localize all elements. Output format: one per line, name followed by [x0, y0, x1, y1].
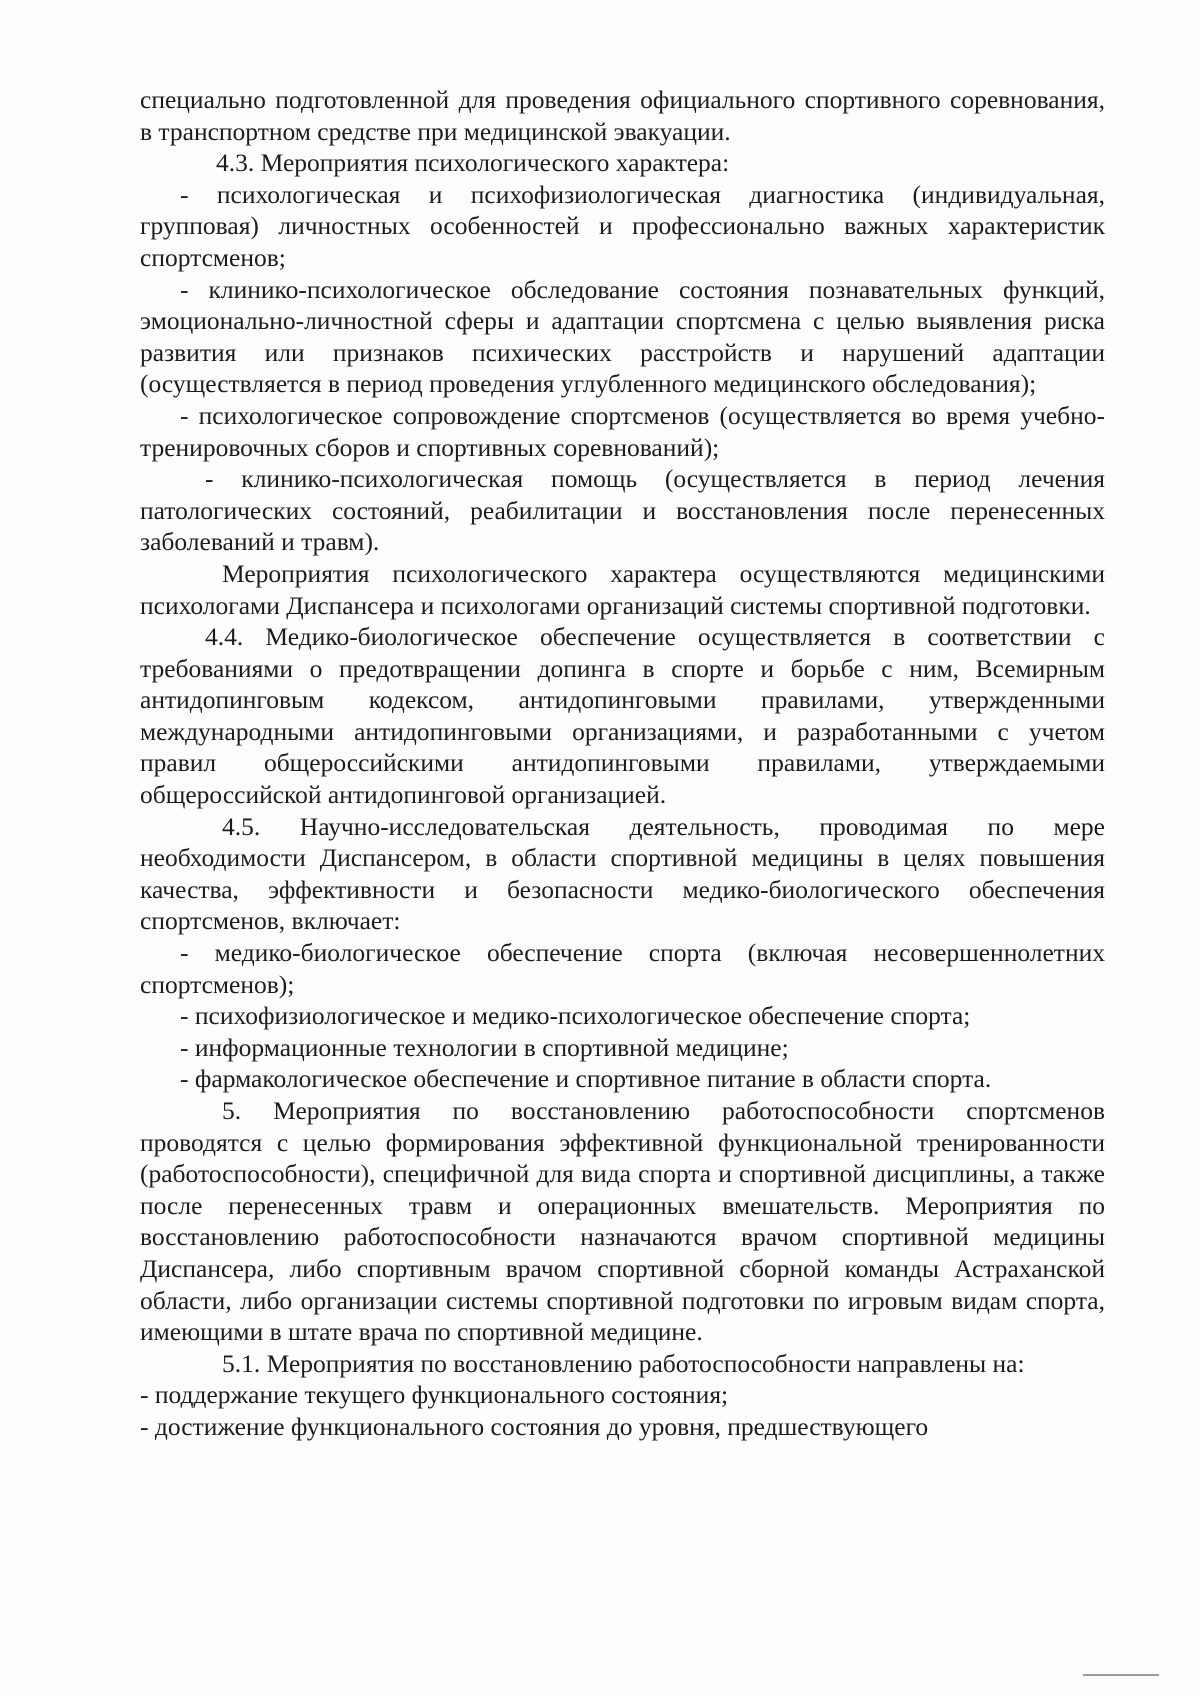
paragraph-4-4: 4.4. Медико-биологическое обеспечение осуществляется в соответствии с требованиями о предотвращении допинга в спорте и борьбе с ним, Всемирным антидопинговым кодексом, антидопинговыми правилами, утвержденными международными антидопинговыми организациями, и разработанными с учетом правил общероссийскими антидопинговыми правилами, утверждаемыми общероссийской антидопинговой организацией. — [140, 622, 1105, 810]
list-item-biomedical: - медико-биологическое обеспечение спорта (включая несовершеннолетних спортсменов); — [140, 938, 1105, 999]
paragraph-psych-performers: Мероприятия психологического характера осуществляются медицинскими психологами Диспансера и психологами организаций системы спортивной подготовки. — [140, 558, 1105, 620]
list-item-it: - информационные технологии в спортивной медицине; — [180, 1032, 789, 1062]
list-item-clinical-help: - клинико-психологическая помощь (осуществляется в период лечения патологических состояний, реабилитации и восстановления после перенесенных заболеваний и травм). — [140, 464, 1105, 557]
list-item-pharmacology: - фармакологическое обеспечение и спортивное питание в области спорта. — [180, 1064, 992, 1094]
list-item-clinical-examination: - клинико-психологическое обследование состояния познавательных функций, эмоционально-личностной сферы и адаптации спортсмена с целью выявления риска развития или признаков психических расстройств и нарушений адаптации (осуществляется в период проведения углубленного медицинского обследования); — [140, 274, 1105, 399]
list-item-achieve-state: - достижение функционального состояния до уровня, предшествующего — [140, 1411, 929, 1441]
heading-4-3: 4.3. Мероприятия психологического характера: — [216, 148, 730, 178]
list-item-diagnostics: - психологическая и психофизиологическая диагностика (индивидуальная, групповая) личностных особенностей и профессионально важных характеристик спортсменов; — [140, 179, 1105, 272]
paragraph-ambulance: специально подготовленной для проведения официального спортивного соревнования, в транспортном средстве при медицинской эвакуации. — [140, 85, 1105, 146]
list-item-maintain-state: - поддержание текущего функционального состояния; — [140, 1380, 729, 1410]
paragraph-4-5: 4.5. Научно-исследовательская деятельность, проводимая по мере необходимости Диспансером, в области спортивной медицины в целях повышения качества, эффективности и безопасности медико-биологического обеспечения спортсменов, включает: — [140, 811, 1105, 936]
paragraph-5-1: 5.1. Мероприятия по восстановлению работоспособности направлены на: — [222, 1348, 1025, 1378]
paragraph-5: 5. Мероприятия по восстановлению работоспособности спортсменов проводятся с целью формирования эффективной функциональной тренированности (работоспособности), специфичной для вида спорта и спортивной дисциплины, а также после перенесенных травм и операционных вмешательств. Мероприятия по восстановлению работоспособности назначаются врачом спортивной медицины Диспансера, либо спортивным врачом спортивной сборной команды Астраханской области, либо организации системы спортивной подготовки по игровым видам спорта, имеющими в штате врача по спортивной медицине. — [140, 1096, 1105, 1347]
document-body — [140, 84, 1105, 1443]
list-item-psych-support: - психологическое сопровождение спортсменов (осуществляется во время учебно-тренировочных сборов и спортивных соревнований); — [140, 400, 1105, 462]
list-item-psychophysiological: - психофизиологическое и медико-психологическое обеспечение спорта; — [180, 1001, 971, 1031]
scan-edge-mark — [1083, 1674, 1159, 1676]
